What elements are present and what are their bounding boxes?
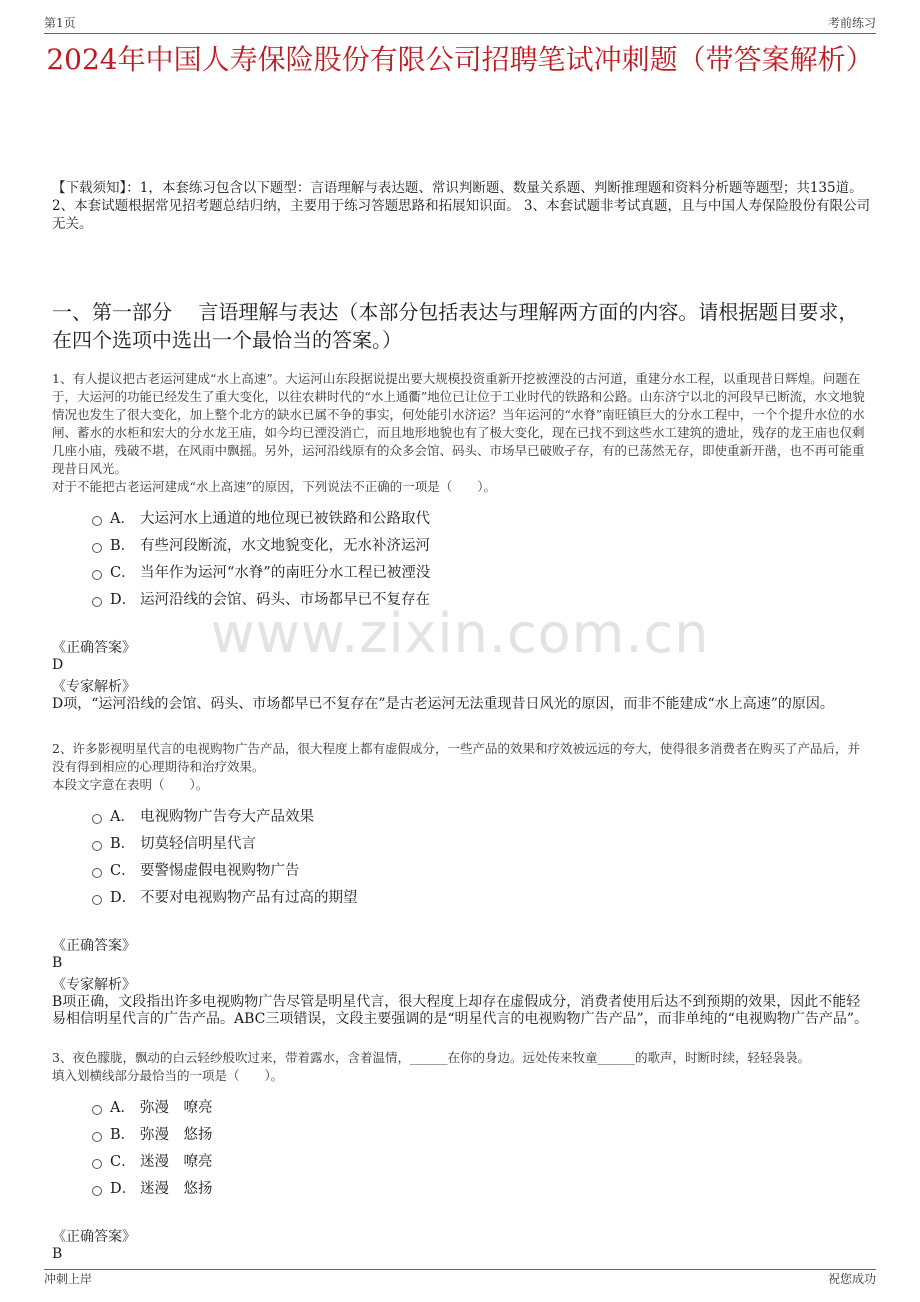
option-c[interactable]: C． 迷漫 嘹亮 [92,1147,872,1174]
radio-icon[interactable] [92,543,102,553]
page-number: 第1页 [44,16,76,30]
option-text: 迷漫 悠扬 [140,1181,213,1197]
option-a[interactable]: A． 弥漫 嘹亮 [92,1093,872,1120]
option-a[interactable]: A． 大运河水上通道的地位现已被铁路和公路取代 [92,504,872,531]
radio-icon[interactable] [92,516,102,526]
question-text: 2、许多影视明星代言的电视购物广告产品，很大程度上都有虚假成分，一些产品的效果和疗效被远远的夸大，使得很多消费者在购买了产品后，并没有得到相应的心理期待和治疗效果。 [52,741,860,774]
question-text: 1、有人提议把古老运河建成“水上高速”。大运河山东段据说提出要大规模投资重新开挖被湮没的古河道，重建分水工程，以重现昔日辉煌。问题在于，大运河的功能已经发生了重大变化，以往农耕时代的“水上通衢”地位已让位于工业时代的铁路和公路。山东济宁以北的河段早已断流，水文地貌情况也发生了很大变化，加上整个北方的缺水已属不争的事实，何处能引水济运？当年运河的“水脊”南旺镇巨大的分水工程中，一个个提升水位的水闸、蓄水的水柜和宏大的分水龙王庙，如今均已湮没消亡，而且地形地貌也有了极大变化，现在已找不到这些水工建筑的遗址，残存的龙王庙也仅剩几座小庙，残破不堪，在风雨中飘摇。另外，运河沿线原有的众多会馆、码头、市场早已破败孑存，有的已荡然无存，即使重新开凿，也不再可能重现昔日风光。 [52,371,865,476]
question-1 [52,370,872,713]
footer-rule [44,1269,876,1270]
answer-label: 《正确答案》 [52,938,136,954]
radio-icon[interactable] [92,1105,102,1115]
radio-icon[interactable] [92,868,102,878]
radio-icon[interactable] [92,1159,102,1169]
option-text: 弥漫 悠扬 [140,1127,213,1143]
option-list [92,802,872,910]
watermark: www.zixin.com.cn [210,602,710,665]
question-text: 3、夜色朦胧，飘动的白云轻纱般吹过来，带着露水，含着温情，______在你的身边。远处传来牧童______的歌声，时断时续，轻轻袅袅。 [52,1050,810,1065]
option-b[interactable]: B． 有些河段断流，水文地貌变化，无水补济运河 [92,531,872,558]
option-text: 电视购物广告夸大产品效果 [140,809,314,825]
question-stem: 本段文字意在表明（ ）。 [52,777,209,792]
option-text: 大运河水上通道的地位现已被铁路和公路取代 [140,511,430,527]
radio-icon[interactable] [92,597,102,607]
analysis-label: 《专家解析》 [52,977,136,993]
answer: B [52,955,63,971]
analysis: B项正确，文段指出许多电视购物广告尽管是明星代言，很大程度上却存在虚假成分，消费者使用后达不到预期的效果，因此不能轻易相信明星代言的广告产品。ABC三项错误，文段主要强调的是“明星代言的电视购物广告产品”，而非单纯的“电视购物广告产品”。 [52,994,868,1027]
header-rule [44,33,876,34]
option-list [92,1093,872,1201]
option-d[interactable]: D． 迷漫 悠扬 [92,1174,872,1201]
analysis-label: 《专家解析》 [52,679,136,695]
question-stem: 填入划横线部分最恰当的一项是（ ）。 [52,1068,284,1083]
option-a[interactable]: A． 电视购物广告夸大产品效果 [92,802,872,829]
section-title: 一、第一部分 言语理解与表达（本部分包括表达与理解两方面的内容。请根据题目要求，在四个选项中选出一个最恰当的答案。） [52,300,859,352]
option-list [92,504,872,612]
radio-icon[interactable] [92,841,102,851]
analysis: D项，“运河沿线的会馆、码头、市场都早已不复存在”是古老运河无法重现昔日风光的原因，而非不能建成“水上高速”的原因。 [52,696,834,712]
radio-icon[interactable] [92,895,102,905]
option-text: 切莫轻信明星代言 [140,836,256,852]
answer: B [52,1246,63,1262]
answer-label: 《正确答案》 [52,640,136,656]
header-tag: 考前练习 [827,16,876,30]
option-text: 要警惕虚假电视购物广告 [140,863,300,879]
radio-icon[interactable] [92,1132,102,1142]
footer-right: 祝您成功 [827,1272,876,1286]
radio-icon[interactable] [92,570,102,580]
option-text: 有些河段断流，水文地貌变化，无水补济运河 [140,538,430,554]
option-b[interactable]: B． 弥漫 悠扬 [92,1120,872,1147]
question-2 [52,740,872,1028]
option-d[interactable]: D． 不要对电视购物产品有过高的期望 [92,883,872,910]
option-c[interactable]: C． 当年作为运河“水脊”的南旺分水工程已被湮没 [92,558,872,585]
option-b[interactable]: B． 切莫轻信明星代言 [92,829,872,856]
option-text: 运河沿线的会馆、码头、市场都早已不复存在 [140,592,430,608]
option-text: 弥漫 嘹亮 [140,1100,213,1116]
option-text: 迷漫 嘹亮 [140,1154,213,1170]
option-text: 不要对电视购物产品有过高的期望 [140,890,358,906]
document-title: 2024年中国人寿保险股份有限公司招聘笔试冲刺题（带答案解析） [46,43,874,76]
download-notice: 【下载须知】：1，本套练习包含以下题型：言语理解与表达题、常识判断题、数量关系题、判断推理题和资料分析题等题型；共135道。 2、本套试题根据常见招考题总结归纳，主要用于练习答题思路和拓展知识面。 3、本套试题非考试真题，且与中国人寿保险股份有限公司无关。 [52,180,870,232]
footer-left: 冲刺上岸 [44,1272,93,1286]
option-c[interactable]: C． 要警惕虚假电视购物广告 [92,856,872,883]
question-3 [52,1049,872,1263]
option-text: 当年作为运河“水脊”的南旺分水工程已被湮没 [140,565,431,581]
question-stem: 对于不能把古老运河建成“水上高速”的原因，下列说法不正确的一项是（ ）。 [52,479,497,494]
radio-icon[interactable] [92,814,102,824]
answer-label: 《正确答案》 [52,1229,136,1245]
option-d[interactable]: D． 运河沿线的会馆、码头、市场都早已不复存在 [92,585,872,612]
radio-icon[interactable] [92,1186,102,1196]
answer: D [52,657,64,673]
